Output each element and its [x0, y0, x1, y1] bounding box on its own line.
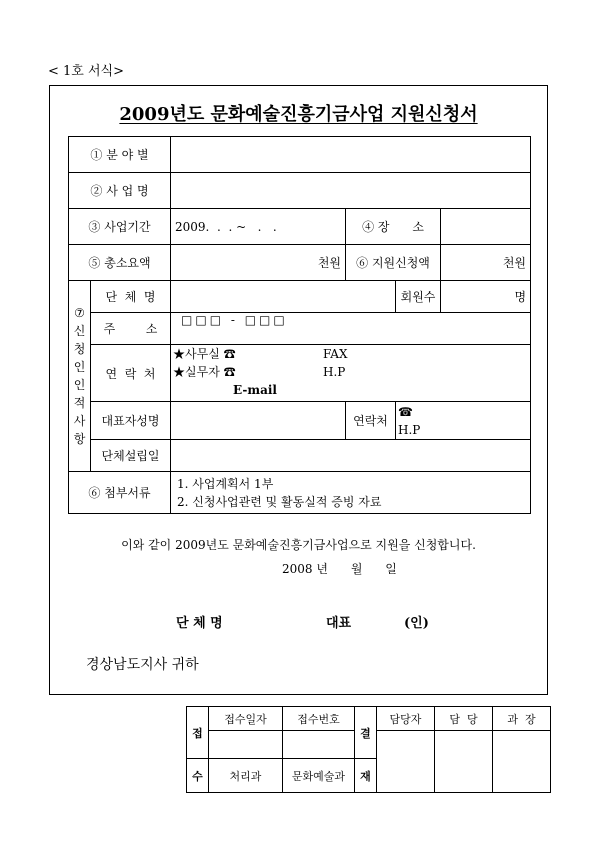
attachments-list — [171, 472, 531, 514]
period-input[interactable]: 2009. . . ~ . . — [171, 209, 346, 245]
decision-char-top: 결 — [355, 707, 377, 759]
support-amount-unit[interactable]: 천원 — [441, 245, 531, 281]
org-name-label: 단 체 명 — [91, 281, 171, 313]
org-name-input[interactable] — [171, 281, 396, 313]
receipt-no-label: 접수번호 — [283, 707, 355, 731]
statement: 이와 같이 2009년도 문화예술진흥기금사업으로 지원을 신청합니다. — [121, 538, 476, 552]
row-field — [69, 137, 531, 173]
signature-org-label: 단 체 명 — [176, 616, 223, 631]
clerk-sign-box[interactable] — [377, 731, 435, 793]
row-budget — [69, 245, 531, 281]
form-number-label: < 1호 서식> — [48, 64, 124, 79]
approval-header-row — [187, 707, 551, 731]
email-label: E-mail — [233, 383, 277, 397]
applicant-section-label: ⑦ 신 청 인 인 적 사 항 — [69, 281, 91, 472]
address-input[interactable] — [171, 313, 531, 345]
chief-sign-box[interactable] — [493, 731, 551, 793]
date-line[interactable]: 2008 년 월 일 — [282, 562, 397, 576]
row-contact — [69, 345, 531, 402]
period-label: ③ 사업기간 — [69, 209, 171, 245]
project-label: ② 사 업 명 — [69, 173, 171, 209]
approval-table — [186, 706, 551, 793]
dept-value: 문화예술과 — [283, 759, 355, 793]
rep-contact-label: 연락처 — [346, 402, 396, 440]
receipt-char-bottom: 수 — [187, 759, 209, 793]
chief-label: 과 장 — [493, 707, 551, 731]
phone-icon: ☎ — [398, 404, 413, 419]
rep-name-label: 대표자성명 — [91, 402, 171, 440]
manager-label: 담 당 — [435, 707, 493, 731]
dept-label: 처리과 — [209, 759, 283, 793]
row-representative — [69, 402, 531, 440]
rep-hp-label: H.P — [398, 422, 421, 437]
signature-rep-label: 대표 — [326, 616, 352, 631]
seal-mark[interactable]: (인) — [404, 616, 429, 631]
form-title — [49, 100, 548, 126]
receipt-date-label: 접수일자 — [209, 707, 283, 731]
members-label: 회원수 — [396, 281, 441, 313]
row-founded — [69, 440, 531, 472]
total-budget-unit[interactable]: 천원 — [171, 245, 346, 281]
office-phone-label: ★사무실 ☎ — [173, 347, 236, 361]
contact-label: 연 락 처 — [91, 345, 171, 402]
field-input[interactable] — [171, 137, 531, 173]
manager-sign-box[interactable] — [435, 731, 493, 793]
row-project — [69, 173, 531, 209]
attachment-item: 1. 사업계획서 1부 — [177, 476, 274, 491]
members-unit[interactable]: 명 — [441, 281, 531, 313]
clerk-label: 담당자 — [377, 707, 435, 731]
place-label: ④ 장 소 — [346, 209, 441, 245]
form-title-text: 2009년도 문화예술진흥기금사업 지원신청서 — [119, 104, 478, 125]
support-amount-label: ⑥ 지원신청액 — [346, 245, 441, 281]
receipt-no-input[interactable] — [283, 731, 355, 759]
total-budget-label: ⑤ 총소요액 — [69, 245, 171, 281]
row-address — [69, 313, 531, 345]
row-attachments — [69, 472, 531, 514]
attachment-item: 2. 신청사업관련 및 활동실적 증빙 자료 — [177, 494, 382, 509]
decision-char-bottom: 재 — [355, 759, 377, 793]
receipt-date-input[interactable] — [209, 731, 283, 759]
rep-name-input[interactable] — [171, 402, 346, 440]
contact-input[interactable] — [171, 345, 531, 402]
row-period — [69, 209, 531, 245]
address-label: 주 소 — [91, 313, 171, 345]
receipt-char-top: 접 — [187, 707, 209, 759]
founded-label: 단체설립일 — [91, 440, 171, 472]
place-input[interactable] — [441, 209, 531, 245]
attachments-label: ⑥ 첨부서류 — [69, 472, 171, 514]
postal-code-boxes: □□□ - □□□ — [181, 313, 288, 327]
staff-phone-label: ★실무자 ☎ — [173, 365, 236, 379]
project-input[interactable] — [171, 173, 531, 209]
addressee: 경상남도지사 귀하 — [86, 657, 199, 673]
rep-contact-input[interactable] — [396, 402, 531, 440]
row-org-name — [69, 281, 531, 313]
hp-label: H.P — [323, 365, 346, 379]
founded-input[interactable] — [171, 440, 531, 472]
field-label: ① 분 야 별 — [69, 137, 171, 173]
application-table — [68, 136, 531, 514]
fax-label: FAX — [323, 347, 348, 361]
